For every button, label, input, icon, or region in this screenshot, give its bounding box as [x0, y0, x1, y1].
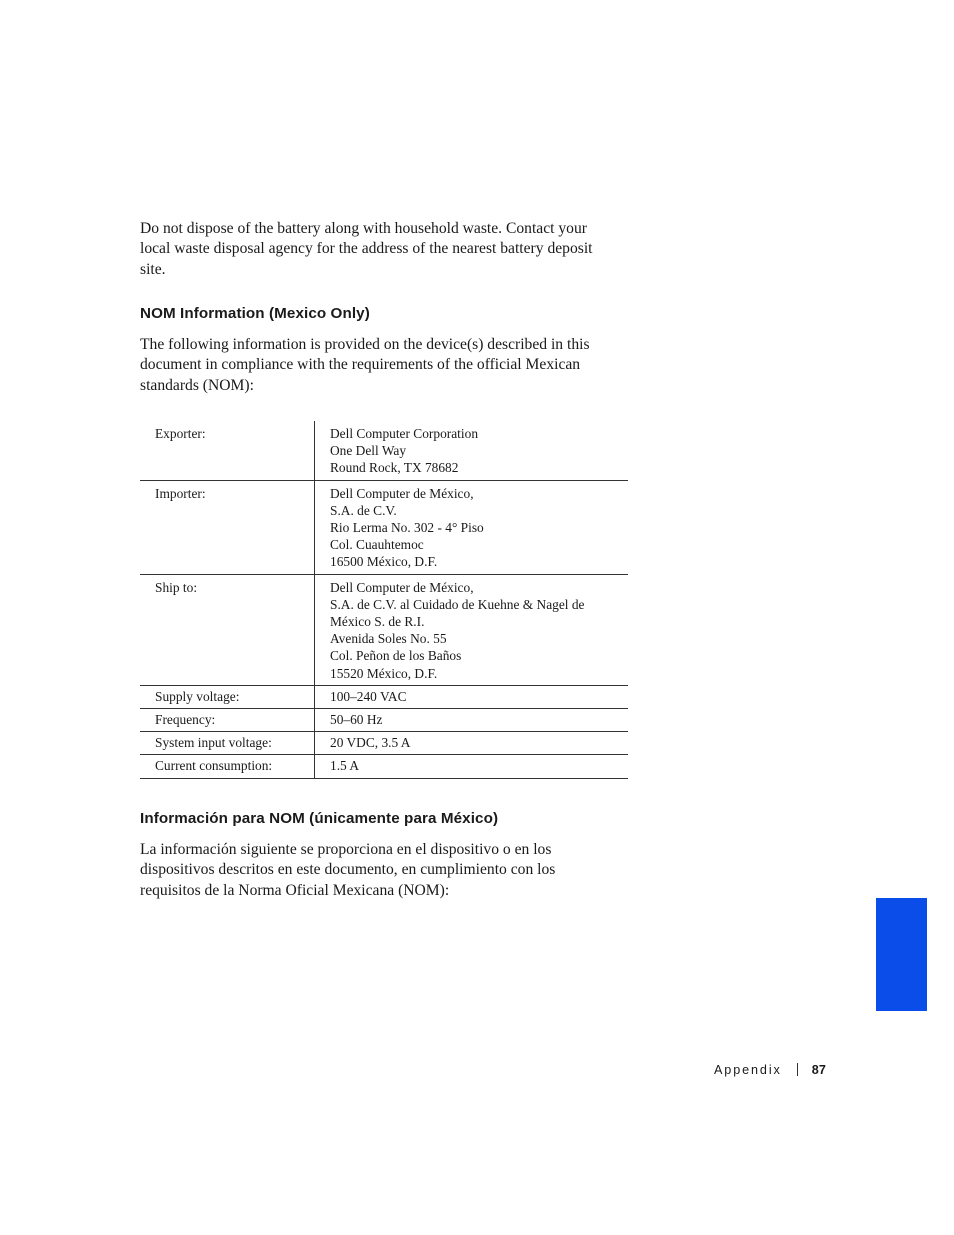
table-value: [315, 574, 629, 685]
paragraph-line: The following information is provided on the device(s) described in this: [140, 336, 590, 353]
table-label: System input voltage:: [140, 732, 315, 755]
table-row-ship-to: [140, 574, 628, 685]
value-line: One Dell Way: [330, 443, 407, 459]
nom-info-table: [140, 421, 628, 779]
nom-intro-paragraph: [140, 335, 615, 396]
table-value: [315, 755, 629, 778]
value-line: Dell Computer de México,: [330, 579, 474, 595]
footer-section-name: Appendix: [714, 1063, 782, 1077]
table-row-importer: [140, 480, 628, 574]
value-line: 1.5 A: [330, 758, 360, 774]
paragraph-line: Do not dispose of the battery along with household waste. Contact your: [140, 220, 587, 237]
chapter-side-tab: [876, 898, 927, 1011]
table-label: Ship to:: [140, 574, 315, 685]
table-row-current-consumption: [140, 755, 628, 778]
table-row-frequency: [140, 709, 628, 732]
value-line: Dell Computer de México,: [330, 485, 474, 501]
value-line: México S. de R.I.: [330, 614, 425, 630]
value-line: S.A. de C.V.: [330, 502, 397, 518]
paragraph-line: standards (NOM):: [140, 376, 254, 394]
table-label: Frequency:: [140, 709, 315, 732]
value-line: 20 VDC, 3.5 A: [330, 735, 411, 751]
paragraph-line: La información siguiente se proporciona en el dispositivo o en los: [140, 841, 552, 858]
table-label: Importer:: [140, 480, 315, 574]
value-line: Round Rock, TX 78682: [330, 460, 459, 476]
footer-divider: [797, 1063, 798, 1076]
nom-heading: NOM Information (Mexico Only): [140, 305, 370, 322]
spanish-nom-heading: Información para NOM (únicamente para México): [140, 810, 499, 827]
paragraph-line: requisitos de la Norma Oficial Mexicana (NOM):: [140, 881, 450, 899]
value-line: Col. Peñon de los Baños: [330, 648, 462, 664]
table-label: Supply voltage:: [140, 685, 315, 708]
battery-disposal-paragraph: [140, 219, 615, 280]
paragraph-line: document in compliance with the requirements of the official Mexican: [140, 356, 581, 374]
value-line: 50–60 Hz: [330, 712, 383, 728]
value-line: 15520 México, D.F.: [330, 665, 438, 681]
table-value: [315, 421, 629, 480]
value-line: Avenida Soles No. 55: [330, 631, 447, 647]
value-line: 100–240 VAC: [330, 688, 407, 704]
table-row-system-input-voltage: [140, 732, 628, 755]
value-line: S.A. de C.V. al Cuidado de Kuehne & Nagel de: [330, 596, 585, 612]
page-footer: [714, 1061, 826, 1079]
paragraph-line: dispositivos descritos en este documento, en cumplimiento con los: [140, 861, 556, 879]
paragraph-line: local waste disposal agency for the address of the nearest battery deposit: [140, 240, 593, 258]
value-line: Rio Lerma No. 302 - 4° Piso: [330, 520, 484, 536]
table-label: Exporter:: [140, 421, 315, 480]
value-line: Col. Cuauhtemoc: [330, 537, 424, 553]
table-value: [315, 709, 629, 732]
value-line: Dell Computer Corporation: [330, 426, 479, 441]
table-label: Current consumption:: [140, 755, 315, 778]
page-number: 87: [811, 1063, 827, 1077]
table-value: [315, 480, 629, 574]
table-row-supply-voltage: [140, 685, 628, 708]
table-value: [315, 732, 629, 755]
paragraph-line: site.: [140, 260, 166, 278]
spanish-intro-paragraph: [140, 840, 615, 901]
table-row-exporter: [140, 421, 628, 480]
value-line: 16500 México, D.F.: [330, 554, 438, 570]
table-value: [315, 685, 629, 708]
